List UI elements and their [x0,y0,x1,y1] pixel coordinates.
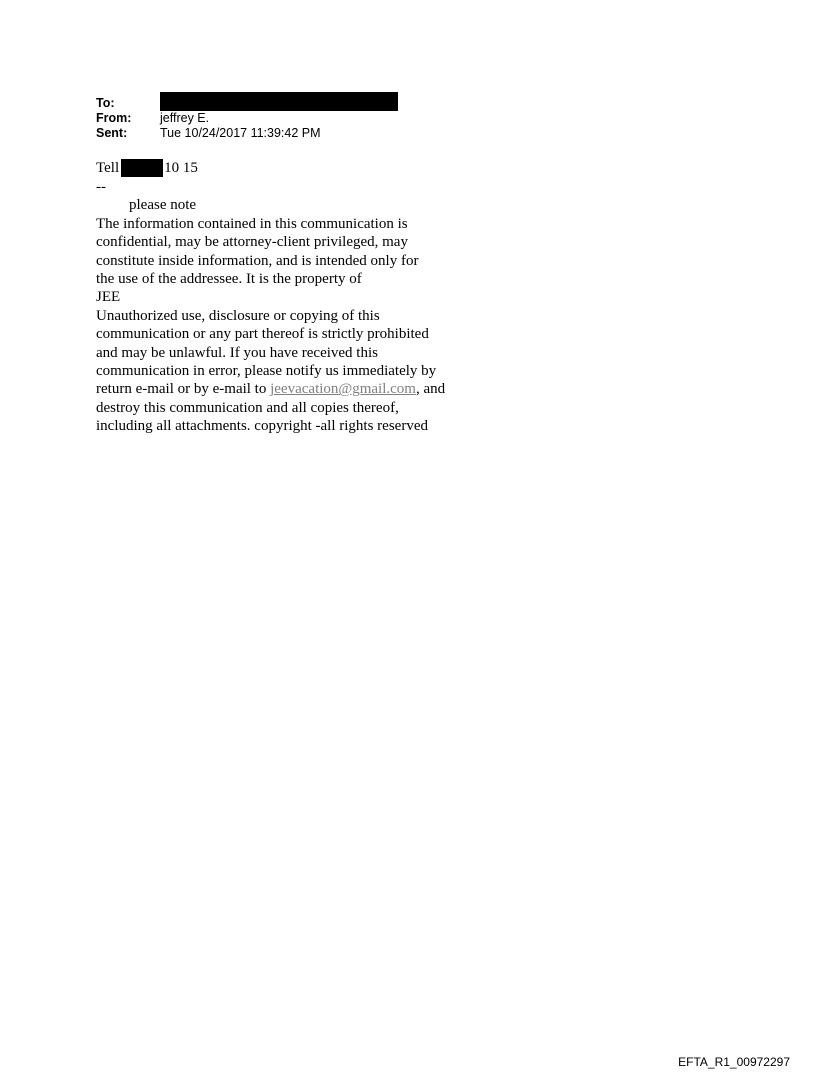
redacted-recipient [160,92,398,111]
to-label: To: [96,96,115,110]
from-value: jeffrey E. [160,111,210,125]
from-row [96,111,398,126]
email-header [96,96,398,141]
disclaimer-line: communication in error, please notify us immediately by [96,362,437,379]
disclaimer-line: and may be unlawful. If you have received this [96,344,378,361]
disclaimer-line: confidential, may be attorney-client privileged, may [96,234,408,251]
tell-word: Tell [96,159,120,176]
sent-row [96,126,398,141]
disclaimer-line: The information contained in this communication is [96,215,408,232]
tell-rest: 10 15 [164,159,198,176]
email-body [96,158,496,435]
disclaimer-line: constitute inside information, and is intended only for [96,252,419,269]
from-label: From: [96,111,132,125]
signature-separator: -- [96,179,106,195]
email-line-suffix: , and [415,381,446,398]
please-note: please note [129,197,197,214]
disclaimer-line: the use of the addressee. It is the property of [96,270,362,287]
disclaimer-line: including all attachments. copyright -all rights reserved [96,418,428,435]
disclaimer-line: communication or any part thereof is strictly prohibited [96,326,429,343]
to-row [96,96,398,111]
disclaimer-line: JEE [96,289,121,306]
email-line-prefix: return e-mail or by e-mail to [96,381,271,398]
disclaimer-email-line [96,380,496,398]
sent-value: Tue 10/24/2017 11:39:42 PM [160,126,321,140]
message-line [96,158,496,178]
redacted-name [121,159,163,177]
disclaimer-line: destroy this communication and all copies thereof, [96,399,399,416]
sent-label: Sent: [96,126,128,140]
email-link[interactable]: jeevacation@gmail.com [270,381,416,398]
disclaimer-line: Unauthorized use, disclosure or copying of this [96,307,380,324]
document-id: EFTA_R1_00972297 [678,1055,790,1069]
